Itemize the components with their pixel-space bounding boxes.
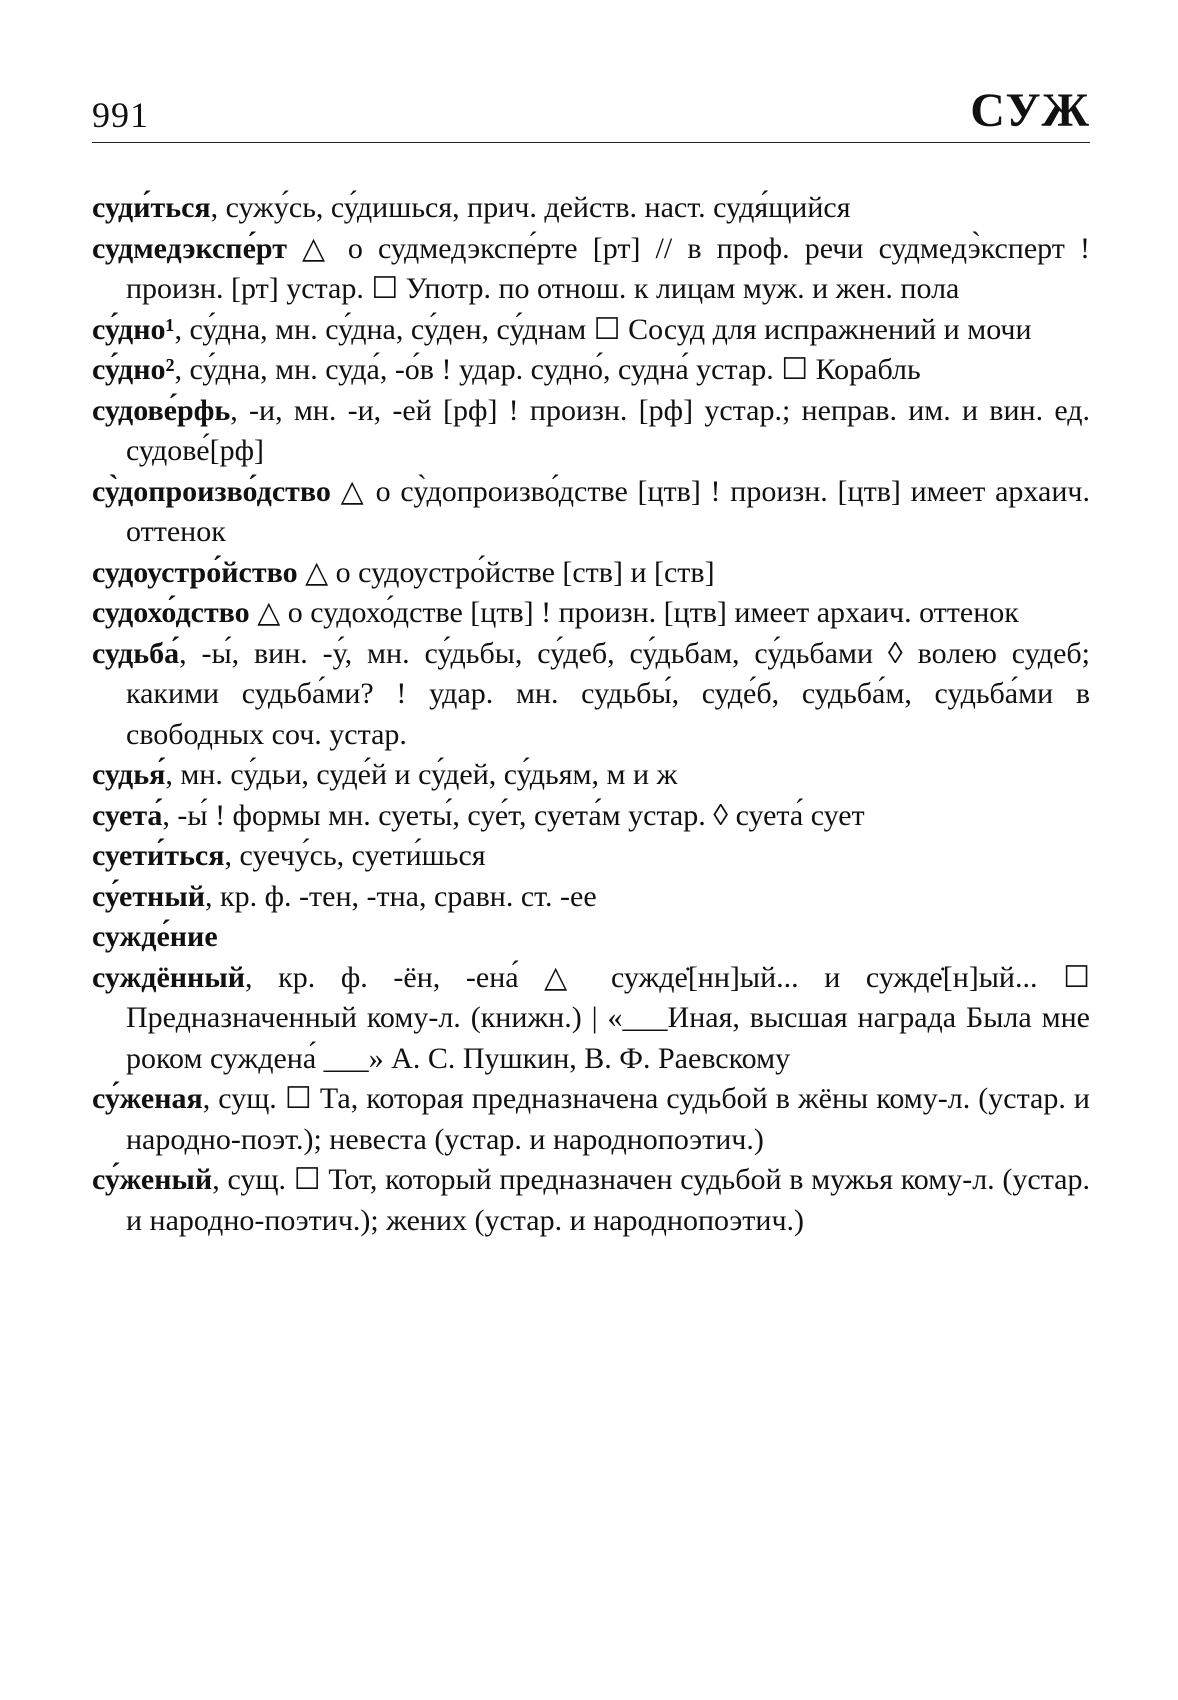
page-header bbox=[92, 78, 1090, 143]
entry-text: , кр. ф. -ён, -ена́ △ сужде̇[нн]ый... и сужде̇[н]ый... ☐ Предназначенный кому-л. (книжн.) | «___Иная, высшая награда Была мне роком суждена́ ___» А. С. Пушкин, В. Ф. Раевскому bbox=[126, 960, 1090, 1075]
entry bbox=[92, 391, 1090, 472]
entry-text: , мн. су́дьи, суде́й и су́дей, су́дьям, м и ж bbox=[165, 758, 678, 791]
page-number: 991 bbox=[92, 95, 149, 135]
entry bbox=[92, 877, 1090, 918]
entry-text: , -ы́, вин. -у́, мн. су́дьбы, су́деб, су́дьбам, су́дьбами ◊ волею судеб; какими судьба́ми? ! удар. мн. судьбы́, суде́б, судьба́м, судьба́ми в свободных соч. устар. bbox=[126, 636, 1090, 751]
entry-headword: судьба́ bbox=[92, 636, 180, 670]
entry bbox=[92, 917, 1090, 958]
entry-text: △ о судохо́дстве [цтв] ! произн. [цтв] имеет архаич. оттенок bbox=[249, 596, 1019, 629]
entry-headword: су́женая bbox=[92, 1082, 203, 1115]
entry-text: , -ы́ ! формы мн. суеты́, суе́т, суета́м устар. ◊ суета́ сует bbox=[162, 798, 865, 832]
entry-headword: судоустро́йство bbox=[92, 555, 298, 589]
entry bbox=[92, 958, 1090, 1080]
entry-text: △ о судоустро́йстве [ств] и [ств] bbox=[297, 555, 715, 589]
entry-text: △ о судмедэкспе́рте [рт] // в проф. речи судмедэ̀ксперт ! произн. [рт] устар. ☐ Употр. по отнош. к лицам муж. и жен. пола bbox=[126, 231, 1090, 305]
entry bbox=[92, 350, 1090, 391]
guide-word: СУЖ bbox=[970, 84, 1090, 137]
entry-headword: судмедэкспе́рт bbox=[92, 231, 287, 265]
dictionary-entries bbox=[92, 188, 1090, 1241]
entry-headword: суди́ться bbox=[92, 191, 211, 224]
entry-headword: суети́ться bbox=[92, 839, 225, 872]
entry bbox=[92, 836, 1090, 877]
entry-headword: су̀допроизво́дство bbox=[92, 474, 331, 508]
entry bbox=[92, 310, 1090, 351]
entry bbox=[92, 229, 1090, 310]
entry-headword: су́дно¹ bbox=[92, 312, 175, 346]
entry-headword: судья́ bbox=[92, 758, 166, 791]
entry-headword: су́дно² bbox=[92, 353, 175, 386]
entry-text: , сужу́сь, су́дишься, прич. действ. наст. судя́щийся bbox=[210, 191, 851, 224]
entry-headword: судове́рфь bbox=[92, 393, 231, 427]
entry bbox=[92, 188, 1090, 229]
entry-text: , сущ. ☐ Та, которая предназначена судьбой в жёны кому-л. (устар. и народно-поэт.); невеста (устар. и народнопоэтич.) bbox=[126, 1082, 1090, 1156]
entry bbox=[92, 634, 1090, 756]
entry-text: △ о су̀допроизво́дстве [цтв] ! произн. [цтв] имеет архаич. оттенок bbox=[126, 474, 1090, 548]
entry-headword: суждённый bbox=[92, 960, 246, 994]
entry-text: , кр. ф. -тен, -тна, сравн. ст. -ее bbox=[205, 879, 597, 913]
entry bbox=[92, 1079, 1090, 1160]
entry-headword: су́женый bbox=[92, 1163, 213, 1196]
entry-headword: су́етный bbox=[92, 879, 206, 913]
entry-text: , -и, мн. -и, -ей [рф] ! произн. [рф] устар.; неправ. им. и вин. ед. судове́[рф] bbox=[126, 393, 1090, 467]
entry bbox=[92, 796, 1090, 837]
entry-text: , су́дна, мн. су́дна, су́ден, су́днам ☐ Сосуд для испражнений и мочи bbox=[174, 312, 1032, 346]
entry bbox=[92, 553, 1090, 594]
entry-text: , суечу́сь, суети́шься bbox=[224, 839, 486, 872]
entry bbox=[92, 755, 1090, 796]
entry bbox=[92, 472, 1090, 553]
entry-headword: судохо́дство bbox=[92, 596, 250, 629]
entry-text: , су́дна, мн. суда́, -о́в ! удар. судно́, судна́ устар. ☐ Корабль bbox=[174, 353, 921, 386]
entry-headword: сужде́ние bbox=[92, 920, 218, 953]
entry bbox=[92, 593, 1090, 634]
entry-headword: суета́ bbox=[92, 798, 163, 832]
entry bbox=[92, 1160, 1090, 1241]
entry-text: , сущ. ☐ Тот, который предназначен судьбой в мужья кому-л. (устар. и народно-поэтич.); жених (устар. и народнопоэтич.) bbox=[126, 1163, 1090, 1237]
